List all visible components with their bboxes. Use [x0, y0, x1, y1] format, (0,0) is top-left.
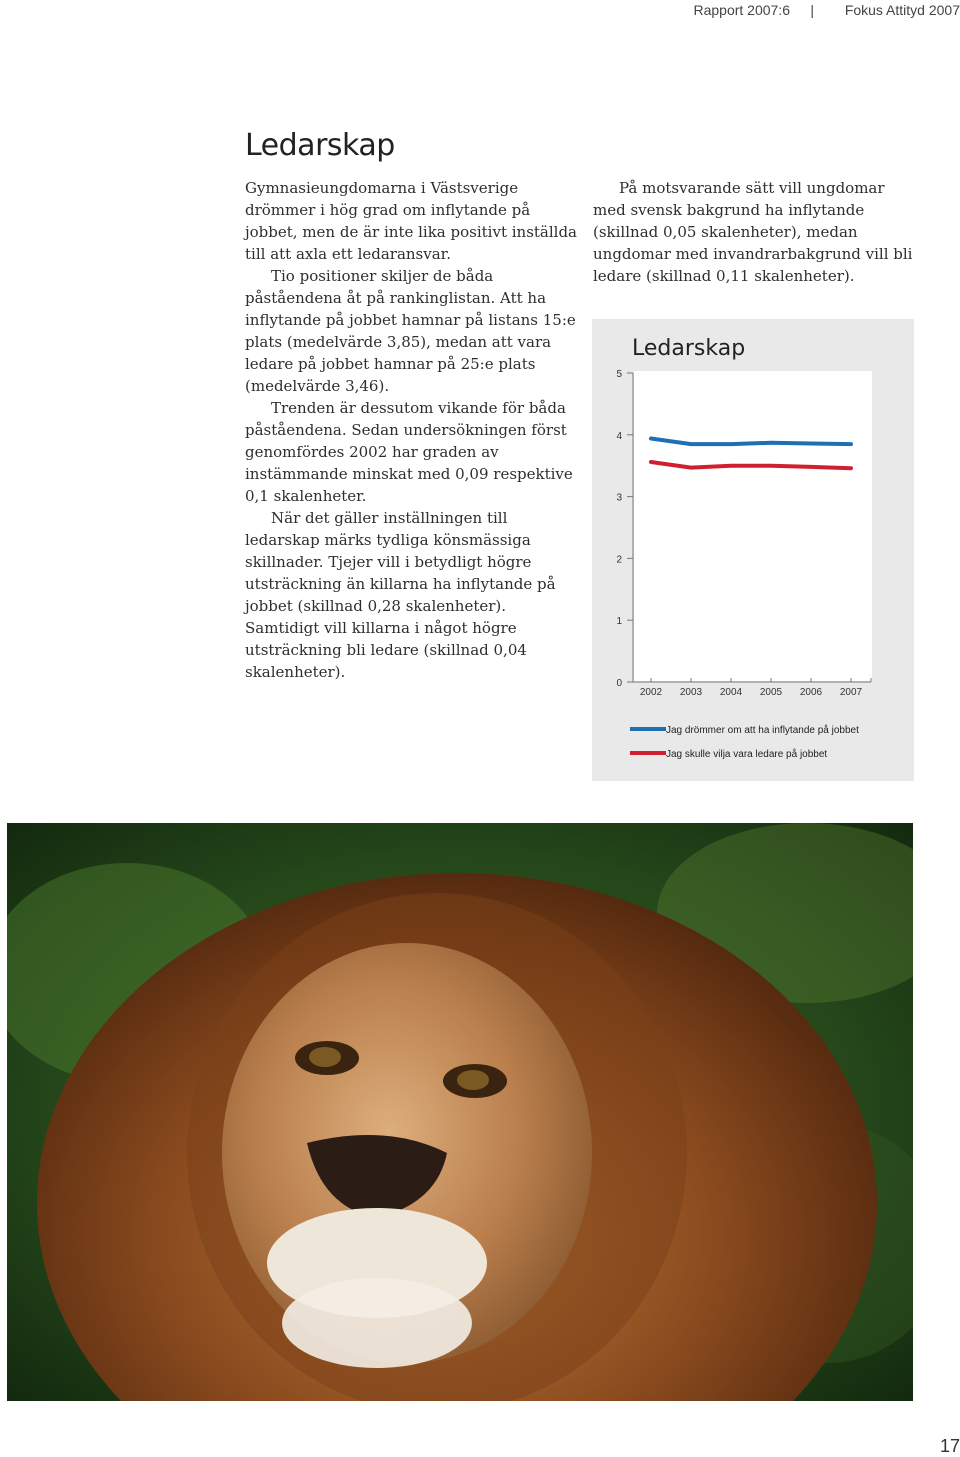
- x-tick-label: 2004: [719, 687, 743, 698]
- lion-photo: [7, 823, 913, 1401]
- x-tick-label: 2005: [759, 687, 783, 698]
- line-chart: [592, 319, 914, 781]
- y-tick-label: 3: [616, 492, 622, 504]
- x-tick-label: 2002: [639, 687, 663, 698]
- series-point-1: [649, 437, 652, 440]
- lion-illustration: [7, 823, 913, 1401]
- report-series-name: Fokus Attityd 2007: [844, 2, 960, 18]
- page-number: 17: [939, 1436, 960, 1456]
- header-separator: |: [810, 2, 814, 18]
- series-point-1: [729, 443, 732, 446]
- paragraph: Tio positioner skiljer de båda påståendena åt på rankinglistan. Att ha inflytande på jobbet hamnar på listans 15:e plats (medelvärde 3,85), medan att vara ledare på jobbet hamnar på 25:e plats (medelvärde 3,46).: [245, 267, 576, 395]
- y-tick-label: 5: [616, 369, 622, 380]
- chart-legend: [630, 724, 859, 760]
- chart-title: Ledarskap: [632, 336, 746, 361]
- series-point-2: [689, 466, 692, 469]
- series-point-1: [689, 443, 692, 446]
- series-point-1: [769, 441, 772, 444]
- series-point-2: [729, 464, 732, 467]
- x-tick-label: 2003: [679, 687, 703, 698]
- x-tick-label: 2006: [799, 687, 823, 698]
- series-point-2: [809, 465, 812, 468]
- left-text-column: [245, 177, 577, 683]
- y-tick-label: 2: [616, 554, 622, 566]
- series-point-2: [649, 460, 652, 463]
- report-number: Rapport 2007:6: [693, 2, 790, 18]
- series-point-2: [849, 467, 852, 470]
- series-point-2: [769, 464, 772, 467]
- article-title: Ledarskap: [245, 128, 395, 163]
- legend-label-2: Jag skulle vilja vara ledare på jobbet: [666, 749, 828, 760]
- paragraph: På motsvarande sätt vill ungdomar med svensk bakgrund ha inflytande (skillnad 0,05 skalenheter), medan ungdomar med invandrarbakgrund vill bli ledare (skillnad 0,11 skalenheter).: [593, 179, 913, 285]
- x-tick-label: 2007: [839, 687, 863, 698]
- y-tick-label: 4: [616, 430, 622, 442]
- series-point-1: [809, 442, 812, 445]
- y-tick-label: 1: [616, 616, 622, 628]
- right-text-column: [593, 177, 913, 287]
- plot-area: [634, 371, 872, 681]
- series-point-1: [849, 443, 852, 446]
- chart-panel: [592, 319, 914, 781]
- paragraph: När det gäller inställningen till ledarskap märks tydliga könsmässiga skillnader. Tjejer vill i betydligt högre utsträckning än killarna ha inflytande på jobbet (skillnad 0,28 skalenheter). Samtidigt vill killarna i något högre utsträckning bli ledare (skillnad 0,04 skalenheter).: [245, 509, 556, 681]
- running-header: [560, 0, 960, 24]
- legend-label-1: Jag drömmer om att ha inflytande på jobbet: [666, 725, 859, 736]
- paragraph: Trenden är dessutom vikande för båda påståendena. Sedan undersökningen först genomfördes 2002 har graden av instämmande minskat med 0,09 respektive 0,1 skalenheter.: [245, 399, 573, 505]
- y-tick-label: 0: [616, 678, 622, 689]
- paragraph: Gymnasieungdomarna i Västsverige drömmer i hög grad om inflytande på jobbet, men de är inte lika positivt inställda till att axla ett ledaransvar.: [245, 179, 577, 263]
